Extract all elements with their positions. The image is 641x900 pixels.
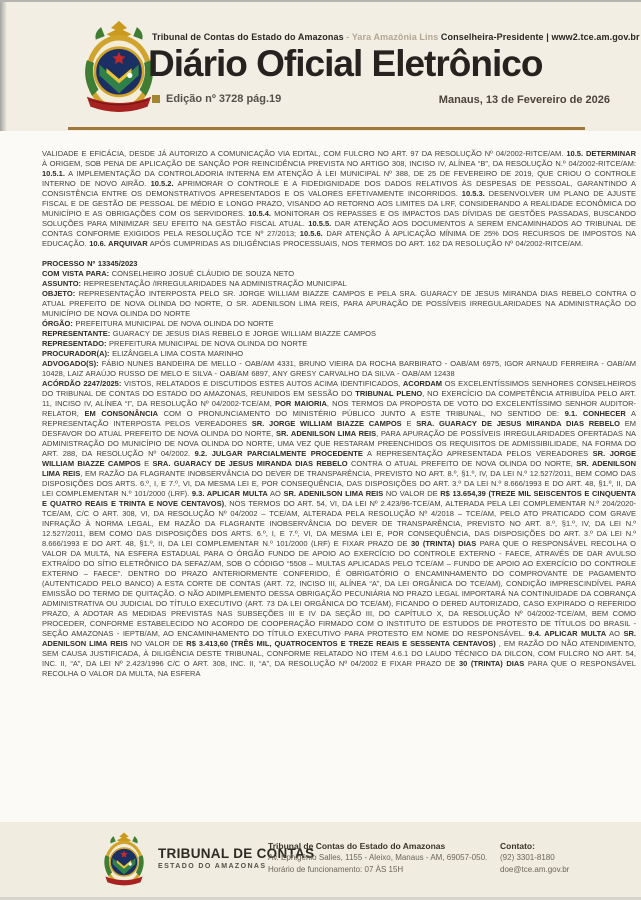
edition-number: Edição nº 3728 pág.19 (166, 93, 282, 105)
gazette-header (0, 0, 641, 131)
org-line-president-title-url: Conselheira-Presidente | www2.tce.am.gov.br (440, 32, 640, 42)
footer-hours-line: Horário de funcionamento: 07 ÀS 15H (268, 865, 404, 874)
edition-bullet-icon (152, 95, 160, 103)
org-line-name: Tribunal de Contas do Estado do Amazonas (152, 32, 344, 42)
footer-address-block (268, 840, 487, 876)
footer-contact-block (500, 840, 569, 876)
orgao-line: ÓRGÃO: PREFEITURA MUNICIPAL DE NOVA OLINDA DO NORTE (42, 319, 274, 328)
footer-address-title: Tribunal de Contas do Estado do Amazonas (268, 841, 446, 851)
footer-brand-name: TRIBUNAL DE CONTAS (158, 846, 315, 861)
processo-number: PROCESSO Nº 13345/2023 (42, 259, 138, 268)
gazette-footer (0, 822, 641, 900)
representado-line: REPRESENTADO: PREFEITURA MUNICIPAL DE NOVA OLINDA DO NORTE (42, 339, 308, 348)
edition-row (152, 93, 281, 105)
gazette-title: Diário Oficial Eletrônico (148, 43, 543, 84)
footer-contact-phone: (92) 3301-8180 (500, 853, 555, 862)
tce-coat-of-arms-icon (98, 832, 150, 890)
footer-brand-sub: ESTADO DO AMAZONAS (158, 863, 267, 870)
publication-date: Manaus, 13 de Fevereiro de 2026 (438, 94, 610, 106)
assunto-line: ASSUNTO: REPRESENTAÇÃO /IRREGULARIDADES NA ADMINISTRAÇÃO MUNICIPAL (42, 279, 347, 288)
com-vista-para-line: COM VISTA PARA: CONSELHEIRO JOSUÉ CLÁUDIO DE SOUZA NETO (42, 269, 295, 278)
objeto-line: OBJETO: REPRESENTAÇÃO INTERPOSTA PELO SR. JORGE WILLIAM BIAZZE CAMPOS E PELA SRA. GUARACY DE JESUS MIRANDA DIAS REBELO CONTRA O ATUAL PREFEITO DE NOVA OLINDA DO NORTE, O SR. ADENILSON LIMA REIS, PARA APURAÇÃO DE POSSÍVEIS IRREGULARIDADES NA ADMINISTRAÇÃO DO MUNICÍPIO DE NOVA OLINDA DO NORTE (42, 289, 636, 318)
footer-address-line: Av. Ephigênio Salles, 1155 - Aleixo, Manaus - AM, 69057-050. (268, 853, 488, 862)
footer-contact-title: Contato: (500, 841, 535, 851)
org-line-president-name: - Yara Amazônia Lins (343, 32, 441, 42)
procurador-line: PROCURADOR(A): ELIZÂNGELA LIMA COSTA MARINHO (42, 349, 244, 358)
document-body (0, 131, 641, 822)
representante-line: REPRESENTANTE: GUARACY DE JESUS DIAS REBELO E JORGE WILLIAM BIAZZE CAMPOS (42, 329, 376, 338)
decision-continuation-paragraph: VALIDADE E EFICÁCIA, DESDE JÁ AUTORIZO A COMUNICAÇÃO VIA EDITAL, COM FULCRO NO ART. 97 DA RESOLUÇÃO Nº 04/2002-RITCE/AM. 10.5. DETERMINAR À ORIGEM, SOB PENA DE APLICAÇÃO DE SANÇÃO POR REINCIDÊNCIA PREVISTA NO ARTIGO 308, INCISO IV, ALÍNEA “B”, DA RESOLUÇÃO N.º 04/2002-RITCE/AM: 10.5.1. A IMPLEMENTAÇÃO DA CONTROLADORIA INTERNA EM ATENÇÃO À LEI MUNICIPAL Nº 388, DE 25 DE FEVEREIRO DE 2019, QUE CRIOU O CONTROLE INTERNO DE NOVO AIRÃO. 10.5.2. APRIMORAR O CONTROLE E A FIDEDIGNIDADE DOS DADOS RELATIVOS ÀS DESPESAS DE PESSOAL, GARANTINDO A CONSISTÊNCIA ENTRE OS DEMONSTRATIVOS APRESENTADOS E OS VALORES EFETIVAMENTE INCORRIDOS. 10.5.3. DESENVOLVER UM PLANO DE AJUSTE FISCAL E DE GESTÃO DE PESSOAL DE MÉDIO E LONGO PRAZO, VISANDO AO RETORNO AOS LIMITES DA LRF, CONSIDERANDO A REALIDADE ECONÔMICA DO MUNICÍPIO E AS OBRIGAÇÕES COM OS SERVIDORES. 10.5.4. MONITORAR OS REPASSES E OS IMPACTOS DAS DÍVIDAS DE GESTÕES PASSADAS, BUSCANDO SOLUÇÕES PARA MINIMIZAR SEU EFEITO NA GESTÃO FISCAL ATUAL. 10.5.5. DAR ATENÇÃO AOS DOCUMENTOS A SEREM ENCAMINHADOS AO TRIBUNAL DE CONTAS CONFORME EXIGIDOS PELA RESOLUÇÃO TCE Nº 27/2013; 10.5.6. DAR ATENÇÃO À APLICAÇÃO MÍNIMA DE 25% DOS RECURSOS DE IMPOSTOS NA EDUCAÇÃO. 10.6. ARQUIVAR APÓS CUMPRIDAS AS DILIGÊNCIAS PROCESSUAIS, NOS TERMOS DO ART. 162 DA RESOLUÇÃO Nº 04/2002-RITCE/AM. (42, 149, 636, 248)
footer-contact-email: doe@tce.am.gov.br (500, 865, 570, 874)
header-divider (68, 127, 585, 130)
scan-edge-left (0, 2, 7, 135)
advogados-line: ADVOGADO(S): FÁBIO NUNES BANDEIRA DE MELLO - OAB/AM 4331, BRUNO VIEIRA DA ROCHA BARBIRATO - OAB/AM 6975, IGOR ARNAUD FERREIRA - OAB/AM 10428, LAIZ ARAÚJO RUSSO DE MELO E SILVA - OAB/AM 6897, ANY GRESY CARVALHO DA SILVA - OAB/AM 12438 (42, 359, 636, 378)
org-line (152, 32, 640, 42)
acordao-paragraph: ACÓRDÃO 2247/2025: VISTOS, RELATADOS E DISCUTIDOS ESTES AUTOS ACIMA IDENTIFICADOS, ACORDAM OS EXCELENTÍSSIMOS SENHORES CONSELHEIROS DO TRIBUNAL DE CONTAS DO ESTADO DO AMAZONAS, REUNIDOS EM SESSÃO DO TRIBUNAL PLENO, NO EXERCÍCIO DA COMPETÊNCIA ATRIBUÍDA PELO ART. 11, INCISO IV, ALÍNEA “I”, DA RESOLUÇÃO Nº 04/2002-TCE/AM, POR MAIORIA, NOS TERMOS DA PROPOSTA DE VOTO DO EXCELENTÍSSIMO SENHOR AUDITOR-RELATOR, EM CONSONÂNCIA COM O PRONUNCIAMENTO DO MINISTÉRIO PÚBLICO JUNTO A ESTE TRIBUNAL, NO SENTIDO DE: 9.1. CONHECER A REPRESENTAÇÃO INTERPOSTA PELOS VEREADORES SR. JORGE WILLIAM BIAZZE CAMPOS E SRA. GUARACY DE JESUS MIRANDA DIAS REBELO EM DESFAVOR DO ATUAL PREFEITO DE NOVA OLINDA DO NORTE, SR. ADENILSON LIMA REIS, PARA APURAÇÃO DE POSSÍVEIS IRREGULARIDADES OFERTADAS NA ADMINISTRAÇÃO DO MUNICÍPIO DE NOVA OLINDA DO NORTE, UMA VEZ QUE RESTARAM PREENCHIDOS OS REQUISITOS DE ADMISSIBILIDADE, NA FORMA DO ART. 288, DA RESOLUÇÃO Nº 04/2002. 9.2. JULGAR PARCIALMENTE PROCEDENTE A REPRESENTAÇÃO APRESENTADA PELOS VEREADORES SR. JORGE WILLIAM BIAZZE CAMPOS E SRA. GUARACY DE JESUS MIRANDA DIAS REBELO CONTRA O ATUAL PREFEITO DE NOVA OLINDA DO NORTE, SR. ADENILSON LIMA REIS, EM RAZÃO DA FLAGRANTE INOBSERVÂNCIA DO DEVER DE TRANSPARÊNCIA, PREVISTO NO ART. 8.º, §1.º, IV, DA LEI N.º 12.527/2011, BEM COMO DAS DISPOSIÇÕES DOS ARTS. 6.º, I, E 7.º, VI, DA MESMA LEI E, POR CONSEQUÊNCIA, DAS DISPOSIÇÕES DO ART. 3.º DA LEI N.º 8.666/1993 E DO ART. 48, §1.º, II, DA LEI COMPLEMENTAR N.º 101/2000 (LRF). 9.3. APLICAR MULTA AO SR. ADENILSON LIMA REIS NO VALOR DE R$ 13.654,39 (TREZE MIL SEISCENTOS E CINQUENTA E QUATRO REAIS E TRINTA E NOVE CENTAVOS), NOS TERMOS DO ART. 54, VI, DA LEI Nº 2.423/96-TCE/AM, ALTERADA PELA LEI COMPLEMENTAR N.º 204/2020-TCE/AM, C/C O ART. 308, VI, DA RESOLUÇÃO Nº 04/2002 – TCE/AM, ALTERADA PELA RESOLUÇÃO Nº 4/2018 – TCE/AM, PELO ATO PRATICADO COM GRAVE INFRAÇÃO À NORMA LEGAL, EM RAZÃO DA FLAGRANTE INOBSERVÂNCIA DO DEVER DE TRANSPARÊNCIA, PREVISTO NO ART. 8.º, §1.º, IV, DA LEI N.º 12.527/2011, BEM COMO DAS DISPOSIÇÕES DOS ARTS. 6.º, I, E 7.º, VI, DA MESMA LEI E, POR CONSEQUÊNCIA, DAS DISPOSIÇÕES DO ART. 3.º DA LEI N.º 8.666/1993 E DO ART. 48, §1.º, II, DA LEI COMPLEMENTAR N.º 101/2000 (LRF) E FIXAR PRAZO DE 30 (TRINTA) DIAS PARA QUE O RESPONSÁVEL RECOLHA O VALOR DA MULTA, NA ESFERA ESTADUAL PARA O ÓRGÃO FUNDO DE APOIO AO EXERCÍCIO DO CONTROLE EXTERNO - FAECE, ATRAVÉS DE DAR AVULSO EXTRAÍDO DO SÍTIO ELETRÔNICO DA SEFAZ/AM, SOB O CÓDIGO “5508 – MULTAS APLICADAS PELO TCE/AM – FUNDO DE APOIO AO EXERCÍCIO DO CONTROLE EXTERNO – FAECE”. DENTRO DO PRAZO ANTERIORMENTE CONFERIDO, É OBRIGATÓRIO O ENCAMINHAMENTO DO COMPROVANTE DE PAGAMENTO (AUTENTICADO PELO BANCO) A ESTA CORTE DE CONTAS (ART. 72, INCISO III, ALÍNEA “A”, DA LEI ORGÂNICA DO TCE/AM), CONDIÇÃO IMPRESCINDÍVEL PARA EMISSÃO DO TERMO DE QUITAÇÃO. O NÃO ADIMPLEMENTO DESSA OBRIGAÇÃO PECUNIÁRIA NO PRAZO LEGAL IMPORTARÁ NA CONTINUIDADE DA COBRANÇA ADMINISTRATIVA OU JUDICIAL DO TÍTULO EXECUTIVO (ART. 73 DA LEI ORGÂNICA DO TCE/AM), FICANDO O DERED AUTORIZADO, CASO EXPIRADO O REFERIDO PRAZO, A ADOTAR AS MEDIDAS PREVISTAS NAS SUBSEÇÕES III E IV DA SEÇÃO III, DO CAPÍTULO X, DA RESOLUÇÃO Nº 04/2002-TCE/AM, BEM COMO PROCEDER, CONFORME ESTABELECIDO NO ACORDO DE COOPERAÇÃO FIRMADO COM O INSTITUTO DE ESTUDOS DE PROTESTO DE TÍTULOS DO BRASIL - SEÇÃO AMAZONAS - IEPTB/AM, AO ENCAMINHAMENTO DO TÍTULO EXECUTIVO PARA PROTESTO EM NOME DO RESPONSÁVEL. 9.4. APLICAR MULTA AO SR. ADENILSON LIMA REIS NO VALOR DE R$ 3.413,60 (TRÊS MIL, QUATROCENTOS E TREZE REAIS E SESSENTA CENTAVOS) , EM RAZÃO DO NÃO ATENDIMENTO, SEM CAUSA JUSTIFICADA, À DILIGÊNCIA DESTE TRIBUNAL, CONFORME RELATADO NO ITEM 4.6.1 DO LAUDO TÉCNICO DA DILCON, COM FULCRO NO ART. 54, INC. II, “A”, DA LEI Nº 2.423/1996 C/C O ART. 308, INC. II, “A”, DA RESOLUÇÃO Nº 04/2002 E FIXAR PRAZO DE 30 (TRINTA) DIAS PARA QUE O RESPONSÁVEL RECOLHA O VALOR DA MULTA, NA ESFERA (42, 379, 637, 678)
